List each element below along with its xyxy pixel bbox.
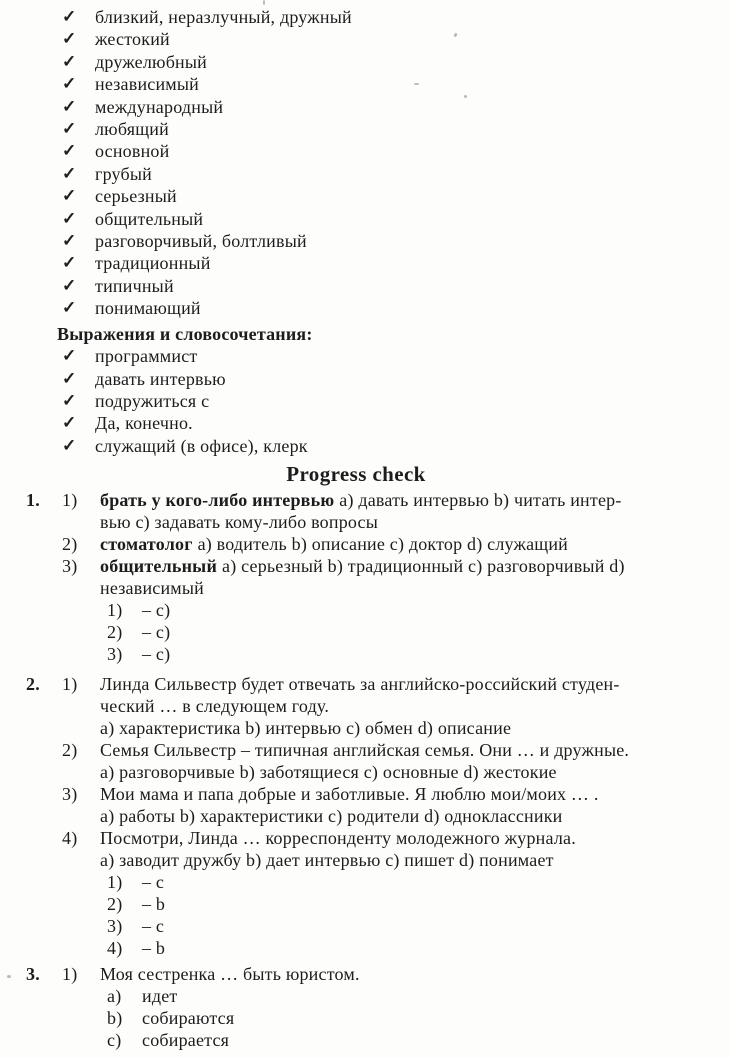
vocab-item [26,51,710,73]
expression-item [26,435,710,457]
checkmark-icon: ✓ [62,96,77,116]
vocab-item-label: серьезный [95,186,177,207]
checkmark-icon: ✓ [62,275,77,295]
expression-item-label: подружиться с [95,390,210,411]
answer-value: – b [142,938,166,959]
item-text: Линда Сильвестр будет отвечать за английско-российский студен- [100,674,620,695]
checkmark-icon: ✓ [62,51,77,71]
item-options-line [26,717,710,739]
section-title: Progress check [286,462,426,487]
vocab-item-label: любящий [95,119,169,140]
vocab-item [26,163,710,185]
vocab-item [26,118,710,140]
checkmark-icon: ✓ [62,435,77,455]
vocab-item [26,297,710,319]
item-text-continuation [26,511,710,533]
vocab-item-label: общительный [95,208,204,229]
vocab-item-label: дружелюбный [95,51,208,72]
exercise-item [26,739,710,761]
vocab-item [26,6,710,28]
expression-item-label: Да, конечно. [95,413,193,434]
vocab-item-label: грубый [95,163,152,184]
exercise-item [26,555,710,577]
checkmark-icon: ✓ [62,231,77,251]
vocab-item [26,208,710,230]
answer-number: 2) [107,894,123,915]
vocab-term: стоматолог [100,534,193,555]
item-text: Семья Сильвестр – типичная английская семья. Они … и дружные. [100,740,630,761]
option-row [107,985,710,1007]
checkmark-icon: ✓ [62,390,77,410]
exercise-item [26,533,710,555]
option-value: собираются [142,1008,235,1029]
exercise-item [26,827,710,849]
expressions-header: Выражения и словосочетания: [57,323,313,344]
vocab-item [26,28,710,50]
item-text: независимый [100,578,205,599]
answer-row [107,937,710,959]
exercise-3 [26,963,710,1051]
item-marker: 3) [62,784,78,805]
item-options: a) серьезный b) традиционный c) разговорчивый d) [222,556,625,577]
expressions-list [26,345,710,457]
vocab-checklist [26,6,710,320]
expression-item-label: программист [95,346,198,367]
answer-number: 1) [107,872,123,893]
vocab-item [26,73,710,95]
item-text [100,555,710,577]
item-text: Мои мама и папа добрые и заботливые. Я люблю мои/моих … . [100,784,599,805]
scan-artifact [263,0,265,5]
vocab-item-label: традиционный [95,253,211,274]
item-text: вью c) задавать кому-либо вопросы [100,512,379,533]
option-letter: c) [107,1030,122,1051]
answer-number: 4) [107,938,123,959]
checkmark-icon: ✓ [62,74,77,94]
item-options-line [26,849,710,871]
item-text: Посмотри, Линда … корреспонденту молодежного журнала. [100,828,576,849]
vocab-item [26,252,710,274]
answer-row [107,871,710,893]
answer-row [107,915,710,937]
checkmark-icon: ✓ [62,29,77,49]
answer-row [107,643,710,665]
item-text: ческий … в следующем году. [100,696,330,717]
item-marker: 1) [62,674,78,695]
vocab-item-label: понимающий [95,298,201,319]
vocab-item [26,275,710,297]
answer-number: 3) [107,916,123,937]
vocab-item-label: основной [95,141,170,162]
answer-number: 1) [107,600,123,621]
answer-row [107,599,710,621]
expression-item [26,345,710,367]
exercise-2 [26,673,710,959]
expression-item [26,390,710,412]
exercise-number: 3. [26,964,40,985]
item-marker: 2) [62,740,78,761]
item-marker: 3) [62,556,78,577]
checkmark-icon: ✓ [62,368,77,388]
item-text-continuation [26,695,710,717]
vocab-term: брать у кого-либо интервью [100,490,335,511]
vocab-item [26,140,710,162]
vocab-item [26,185,710,207]
scan-artifact [464,95,467,98]
answer-value: – c) [142,622,171,643]
answer-value: – c) [142,644,171,665]
option-letter: b) [107,1008,123,1029]
item-options-line [26,761,710,783]
vocab-item [26,96,710,118]
scan-artifact [414,83,419,85]
answer-value: – c [142,872,165,893]
option-row [107,1029,710,1051]
item-options: a) разговорчивые b) заботящиеся c) основные d) жестокие [100,762,557,783]
vocab-item-label: жестокий [95,29,170,50]
item-marker: 1) [62,490,78,511]
item-options: a) характеристика b) интервью c) обмен d) описание [100,718,512,739]
vocab-item-label: типичный [95,275,174,296]
item-options: a) давать интервью b) читать интер- [339,490,622,511]
answer-row [107,893,710,915]
item-options: a) заводит дружбу b) дает интервью c) пишет d) понимает [100,850,554,871]
checkmark-icon: ✓ [62,186,77,206]
checkmark-icon: ✓ [62,141,77,161]
checkmark-icon: ✓ [62,163,77,183]
item-text [100,533,710,555]
exercise-item [26,783,710,805]
vocab-item-label: международный [95,96,224,117]
exercise-number: 2. [26,674,40,695]
exercise-1 [26,489,710,665]
exercise-number: 1. [26,490,40,511]
answer-number: 2) [107,622,123,643]
option-row [107,1007,710,1029]
exercise-item [26,489,710,511]
exercise-item [26,673,710,695]
vocab-item-label: близкий, неразлучный, дружный [95,7,352,27]
vocab-item-label: независимый [95,74,200,95]
item-text-continuation [26,577,710,599]
item-marker: 2) [62,534,78,555]
item-text: Моя сестренка … быть юристом. [100,964,360,985]
expression-item-label: служащий (в офисе), клерк [95,435,308,456]
answer-value: – c) [142,600,171,621]
expression-item [26,368,710,390]
option-letter: a) [107,986,122,1007]
scan-artifact [7,975,11,978]
checkmark-icon: ✓ [62,253,77,273]
answer-value: – c [142,916,165,937]
expression-item [26,412,710,434]
answer-number: 3) [107,644,123,665]
checkmark-icon: ✓ [62,298,77,318]
answer-row [107,621,710,643]
checkmark-icon: ✓ [62,346,77,366]
vocab-item [26,230,710,252]
item-text [100,489,710,511]
item-marker: 4) [62,828,78,849]
checkmark-icon: ✓ [62,413,77,433]
checkmark-icon: ✓ [62,208,77,228]
checkmark-icon: ✓ [62,7,77,26]
exercise-item [26,963,710,985]
checkmark-icon: ✓ [62,119,77,139]
item-marker: 1) [62,964,78,985]
option-value: идет [142,986,178,1007]
option-value: собирается [142,1030,230,1051]
vocab-item-label: разговорчивый, болтливый [95,231,307,252]
expression-item-label: давать интервью [95,368,226,389]
vocab-term: общительный [100,556,218,577]
item-options-line [26,805,710,827]
item-options: a) водитель b) описание c) доктор d) служащий [197,534,569,555]
item-options: a) работы b) характеристики c) родители d) одноклассники [100,806,563,827]
answer-value: – b [142,894,166,915]
